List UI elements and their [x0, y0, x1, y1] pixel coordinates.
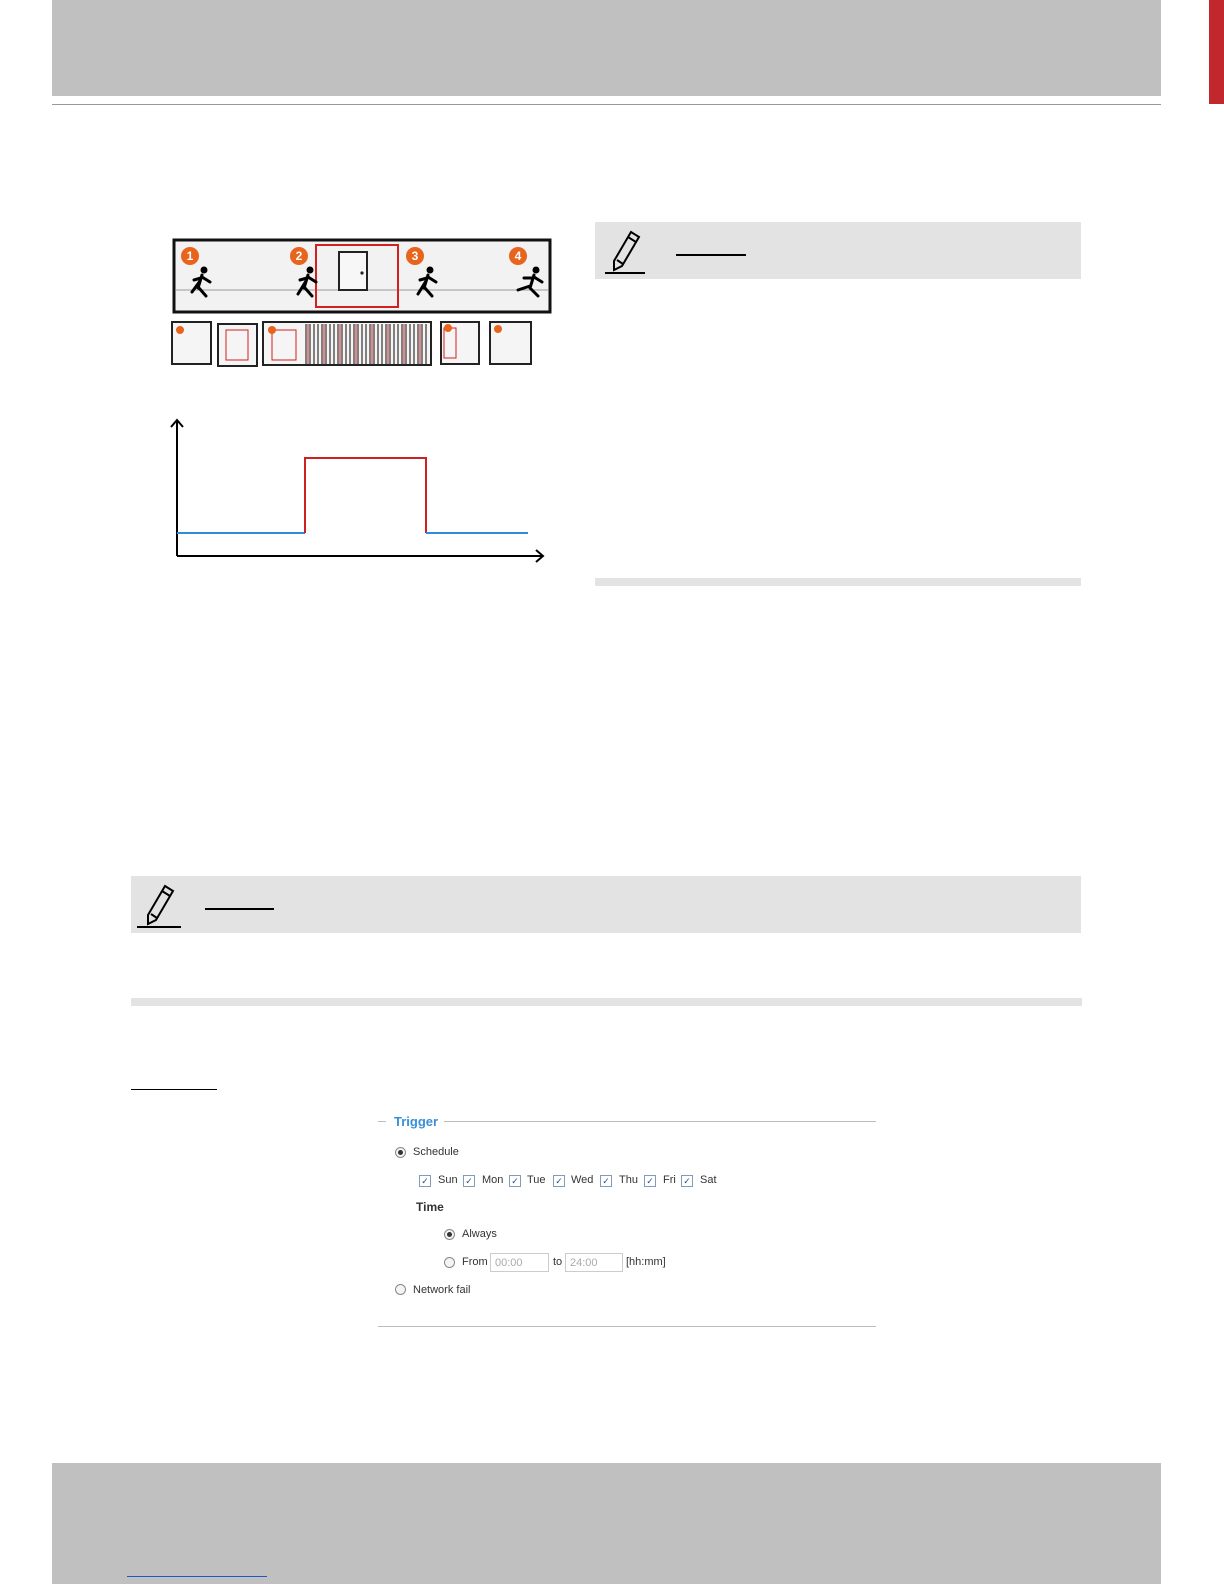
- note-box-bottom: [131, 876, 1081, 933]
- always-radio[interactable]: [444, 1229, 455, 1240]
- marker-4: [509, 247, 527, 265]
- day-checkbox-sun[interactable]: ✓: [419, 1175, 431, 1187]
- day-checkbox-fri[interactable]: ✓: [644, 1175, 656, 1187]
- day-label-fri: Fri: [663, 1174, 676, 1186]
- fieldset-border: [378, 1326, 876, 1327]
- schedule-label: Schedule: [413, 1146, 459, 1158]
- pencil-icon: [137, 882, 181, 928]
- day-checkbox-thu[interactable]: ✓: [600, 1175, 612, 1187]
- marker-1: [181, 247, 199, 265]
- from-time-input[interactable]: 00:00: [490, 1253, 549, 1272]
- network-fail-label: Network fail: [413, 1284, 471, 1296]
- time-format-hint: [hh:mm]: [626, 1256, 666, 1268]
- day-checkbox-sat[interactable]: ✓: [681, 1175, 693, 1187]
- pencil-icon: [605, 228, 645, 274]
- always-label: Always: [462, 1228, 497, 1240]
- note-heading-underline: [205, 908, 274, 910]
- day-label-sat: Sat: [700, 1174, 717, 1186]
- day-label-tue: Tue: [527, 1174, 546, 1186]
- signal-high-pulse: [305, 458, 426, 533]
- header-rule: [52, 104, 1161, 105]
- footer-band: [52, 1463, 1161, 1584]
- day-label-wed: Wed: [571, 1174, 594, 1186]
- note-box-bottom-end: [131, 998, 1082, 1006]
- section-heading-underline: [131, 1089, 217, 1090]
- fieldset-border: [378, 1121, 386, 1122]
- marker-2: [290, 247, 308, 265]
- schedule-radio[interactable]: [395, 1147, 406, 1158]
- network-fail-radio[interactable]: [395, 1284, 406, 1295]
- header-band: [52, 0, 1161, 96]
- marker-3: [406, 247, 424, 265]
- svg-text:1: 1: [186, 249, 194, 263]
- day-checkbox-mon[interactable]: ✓: [463, 1175, 475, 1187]
- trigger-signal-graph: [165, 416, 555, 571]
- time-heading: Time: [416, 1200, 444, 1214]
- side-tab-marker: [1209, 0, 1224, 104]
- trigger-legend: Trigger: [394, 1114, 439, 1129]
- from-label: From: [462, 1256, 488, 1268]
- trigger-panel: [378, 1110, 878, 1330]
- motion-illustration: [168, 236, 558, 376]
- day-label-mon: Mon: [482, 1174, 504, 1186]
- day-checkbox-tue[interactable]: ✓: [509, 1175, 521, 1187]
- note-box-top-end: [595, 578, 1081, 586]
- svg-text:2: 2: [295, 249, 303, 263]
- day-label-thu: Thu: [619, 1174, 638, 1186]
- note-box-top: [595, 222, 1081, 279]
- note-heading-underline: [676, 254, 746, 256]
- to-time-input[interactable]: 24:00: [565, 1253, 623, 1272]
- svg-text:4: 4: [514, 249, 522, 263]
- from-radio[interactable]: [444, 1257, 455, 1268]
- fieldset-border: [444, 1121, 876, 1122]
- day-checkbox-wed[interactable]: ✓: [553, 1175, 565, 1187]
- footer-link-underline[interactable]: [127, 1576, 267, 1577]
- day-label-sun: Sun: [438, 1174, 458, 1186]
- to-label: to: [553, 1256, 563, 1268]
- svg-text:3: 3: [411, 249, 419, 263]
